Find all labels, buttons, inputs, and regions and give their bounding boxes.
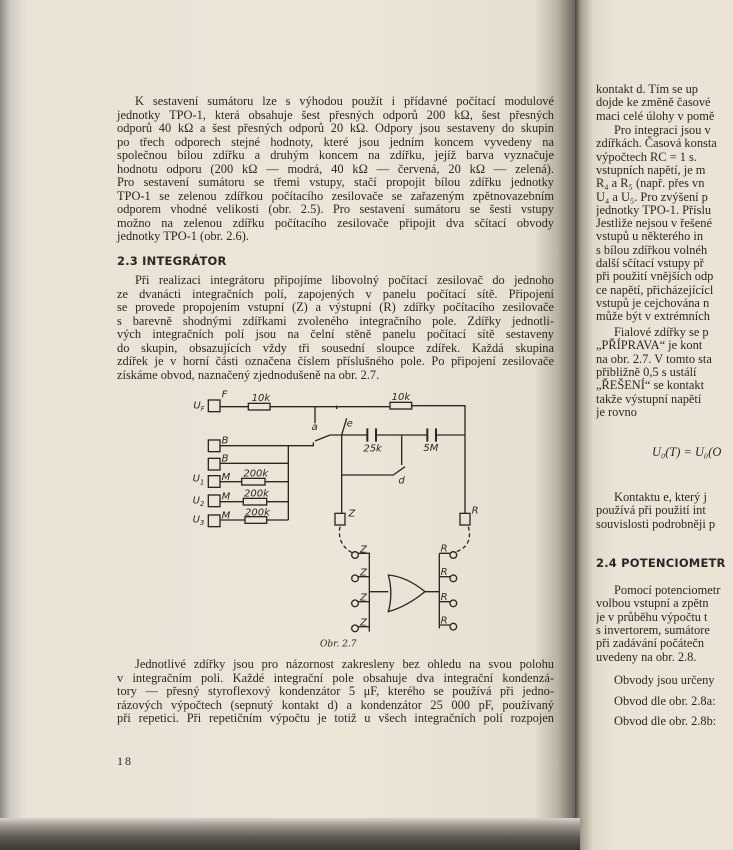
label-z-box: Z <box>348 508 356 520</box>
text-line: při použití vnějších odp <box>596 269 714 284</box>
label-u2: $U_2$ <box>192 495 205 508</box>
label-b1: B <box>221 435 229 447</box>
text-line: při zadávání počátečn <box>596 636 705 651</box>
text-line: Pro integraci jsou v <box>614 123 711 137</box>
page-number: 18 <box>117 754 133 768</box>
text-line: zdířkách. Časová konsta <box>596 136 717 151</box>
text-line: se provede propojením vstupní (Z) a výstupní (R) zdířky počítacího zesilovače <box>117 300 554 314</box>
label-resistor-10k-2: 10k <box>391 392 411 403</box>
text-line: kontakt d. Tím se up <box>596 82 698 96</box>
text-line: s bílou zdířkou volnéh <box>596 242 708 257</box>
label-r-2: R <box>440 567 448 578</box>
text-line: Jestliže nejsou v řešené <box>596 216 712 231</box>
text-line: v integračním poli. Každé integrační pole obsahuje dva integrační kondenzá- <box>117 670 554 685</box>
text-line: TPO-1 se zelenou zdířkou počítacího zesilovače se zařazeným zpětnovazebním <box>117 188 554 203</box>
text-line: je v průběhu výpočtu t <box>596 609 708 624</box>
label-z-2: Z <box>360 567 367 579</box>
label-resistor-10k-1: 10k <box>251 393 271 404</box>
text-line: s invertorem, sumátore <box>596 622 710 637</box>
text-line: zdířek je v horní části označena číslem příslušného pole. Po připojení zesilovače <box>117 354 554 368</box>
text-line: po třech odporech stejné hodnoty, které jsou jedním koncem vyvedeny na <box>117 134 554 149</box>
text-line: přibližně 0,5 s ustálí <box>596 364 697 379</box>
text-line: na obr. 2.7. V tomto sta <box>596 351 712 366</box>
formula: U₀(T) = U₀(O <box>652 445 722 459</box>
text-line: jednotky TPO-1. Příslu <box>596 202 712 217</box>
text-line: jednotky TPO-1, která obsahuje šest přesných odporů 200 kΩ, šest přesných <box>117 107 554 122</box>
text-line: s barevně shodnými zdířkami zvoleného integračního pole. Zdířky jednotli- <box>117 313 554 328</box>
label-resistor-200k-1: 200k <box>243 468 269 480</box>
text-line: používá při použití int <box>596 503 706 518</box>
text-line: K sestavení sumátoru lze s výhodou použít i přídavné počítací modulové <box>135 94 554 108</box>
text-line: Kontaktu e, který j <box>614 490 707 504</box>
text-line: vstupů u některého in <box>596 229 704 244</box>
text-line: je rovno <box>596 404 637 419</box>
text-line: výpočtech RC = 1 s. <box>596 149 697 164</box>
text-line: ce napětí, přicházejícícl <box>596 282 714 297</box>
label-f: F <box>221 389 228 401</box>
label-switch-d: d <box>398 475 405 487</box>
label-u1: $U_1$ <box>192 473 205 487</box>
text-line: R₄ a R₅ (např. přes vn <box>596 176 705 191</box>
text-line: odporem vhodné velikosti (obr. 2.5). Pro sestavení sumátoru se šesti vstupy <box>117 202 554 216</box>
text-line: Fialové zdířky se p <box>614 325 709 339</box>
text-line: Při realizaci integrátoru připojíme libovolný počítací zesilovač do jednoho <box>135 273 554 287</box>
label-resistor-200k-2: 200k <box>244 488 269 500</box>
text-line: hodnotu odporu (200 kΩ — modrá, 40 kΩ — červená, 20 kΩ — zelená). <box>117 161 554 176</box>
text-line: Pro sestavení sumátoru se třemi vstupy, stačí propojit bílou zdířku jednotky <box>117 175 554 189</box>
text-line: dojde ke změně časové <box>596 95 711 110</box>
text-line: při repetici. Při repetičním výpočtu je totiž u všech integračních polí rozpojen <box>117 711 554 725</box>
text-line: rázových výpočtech (sepnutý kontakt d) a kondenzátor 25 000 pF, používaný <box>117 697 554 712</box>
label-m2: M <box>221 491 231 503</box>
right-page-text <box>596 0 733 850</box>
label-capacitor-25k: 25k <box>363 443 382 455</box>
text-line: volbou vstupní a zpětn <box>596 596 709 611</box>
text-line: „PŘÍPRAVA“ je kont <box>596 338 703 353</box>
label-m1: M <box>221 472 231 483</box>
figure-caption: Obr. 2.7 <box>320 639 357 650</box>
text-line: vých integračních polí jsou na čelní stěně panelu počítací sítě sestaveny <box>117 327 554 341</box>
label-b2: B <box>221 453 229 465</box>
text-line: odporů 40 kΩ a šest přesných odporů 20 kΩ. Odpory jsou sestaveny do skupin <box>117 121 554 135</box>
label-m3: M <box>221 510 231 522</box>
label-r-4: R <box>440 615 448 627</box>
text-line: může být v extrémních <box>596 309 710 324</box>
text-line: vstupů je cejchována n <box>596 295 710 310</box>
label-switch-e: e <box>346 418 353 430</box>
label-resistor-200k-3: 200k <box>245 507 270 519</box>
label-u3: $U_3$ <box>192 514 205 527</box>
text-line: získáme obvod, naznačený zjednodušeně na obr. 2.7. <box>117 367 380 382</box>
text-line: do skupin, obsazujících vždy tři sousední sloupce zdířek. Každá skupina <box>117 340 554 355</box>
section-heading-integrator: 2.3 INTEGRÁTOR <box>117 254 227 268</box>
text-line: „ŘEŠENÍ“ se kontakt <box>596 378 705 393</box>
text-line: U₄ a U₅. Pro zvýšení p <box>596 189 708 204</box>
text-line: společnou bílou zdířku a druhým koncem na zdířku, jejíž barva vyznačuje <box>117 148 554 162</box>
text-line: ze dvanácti integračních polí, zapojených v panelu počítací sítě. Připojení <box>117 286 554 301</box>
text-line: další sčítací vstupy př <box>596 256 704 270</box>
text-line: tory — přesný styroflexový kondenzátor 5 μF, kterého se používá při jedno- <box>117 684 554 698</box>
text-line: maci celé úlohy v pomě <box>596 108 715 123</box>
text-line: vstupních napětí, je m <box>596 162 706 177</box>
text-line: souvislosti podrobněji p <box>596 516 716 531</box>
text-line: jednotky TPO-1 (obr. 2.6). <box>117 229 249 243</box>
text-line: Pomocí potenciometr <box>614 583 721 597</box>
text-line: Obvod dle obr. 2.8a: <box>614 694 716 708</box>
label-z-4: Z <box>360 617 367 629</box>
text-line: Obvody jsou určeny <box>614 673 715 687</box>
label-capacitor-5m: 5M <box>423 443 439 454</box>
label-r-box: R <box>471 505 479 517</box>
label-uf: $U_F$ <box>193 400 205 413</box>
label-r-3: R <box>440 592 448 603</box>
section-heading-potenciometr: 2.4 POTENCIOMETR <box>596 556 726 570</box>
label-z-3: Z <box>360 592 367 604</box>
text-line: uvedeny na obr. 2.8. <box>596 649 697 664</box>
label-z-1: Z <box>360 544 367 556</box>
text-line: Jednotlivé zdířky jsou pro názornost zakresleny bez ohledu na svou polohu <box>135 657 554 671</box>
label-switch-a: a <box>311 422 318 433</box>
integrator-circuit-diagram <box>180 385 480 655</box>
text-line: Obvod dle obr. 2.8b: <box>614 714 717 728</box>
text-line: takže výstupní napětí <box>596 391 702 406</box>
book-bottom-edge <box>0 818 580 850</box>
label-r-1: R <box>440 543 448 555</box>
text-line: možno na zelenou zdířku počítacího zesilovače připojit dva sčítací obvody <box>117 215 554 230</box>
